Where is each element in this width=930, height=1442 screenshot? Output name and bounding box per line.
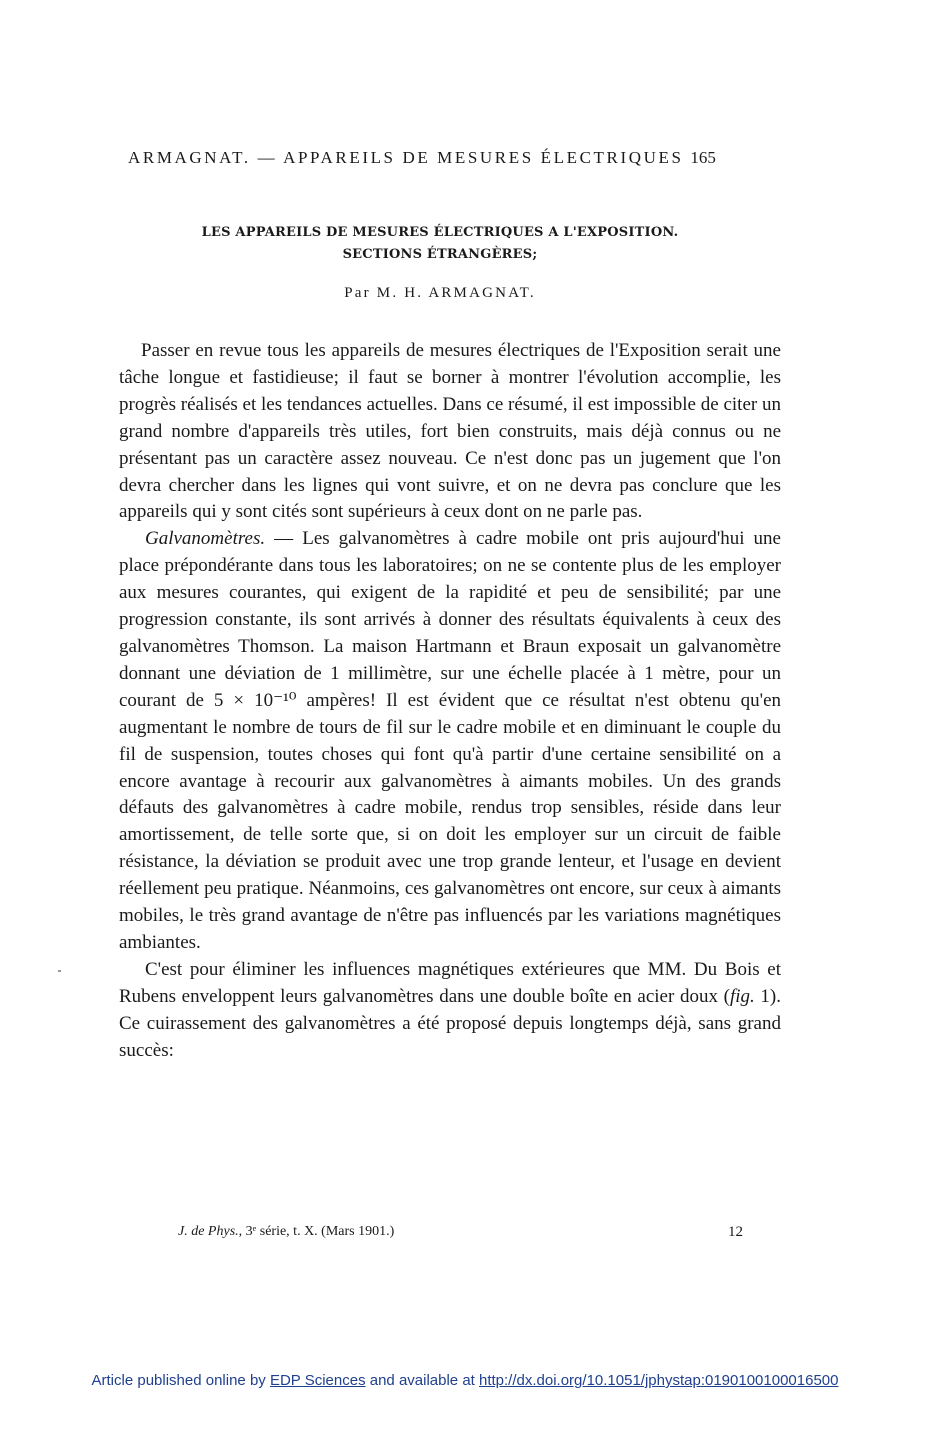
running-head-title: ARMAGNAT. — APPAREILS DE MESURES ÉLECTRIQUES bbox=[128, 148, 684, 167]
running-head bbox=[128, 148, 768, 168]
page-number: 165 bbox=[690, 148, 716, 167]
paragraph-du-bois-rubens bbox=[119, 957, 781, 1065]
author-byline: Par M. H. ARMAGNAT. bbox=[344, 285, 536, 301]
paragraph-text-after: 1). Ce cuirassement des galvanomètres a été proposé depuis longtemps déjà, sans grand succès: bbox=[119, 985, 782, 1061]
journal-name: J. de Phys. bbox=[178, 1224, 239, 1239]
paragraph-text-before: C'est pour éliminer les influences magnétiques extérieures que MM. Du Bois et Rubens enveloppent leurs galvanomètres dans une double boîte en acier doux ( bbox=[119, 958, 781, 1007]
article-title bbox=[120, 222, 760, 266]
journal-volume: , 3ᵉ série, t. X. (Mars 1901.) bbox=[238, 1224, 395, 1239]
paragraph-text: — Les galvanomètres à cadre mobile ont pris aujourd'hui une place prépondérante dans tous les laboratoires; on ne se contente plus de les employer aux mesures courantes, qui exigent de la rapidité et peu de sensibilité; par une progression constante, ils sont arrivés à donner des résultats équivalents à ceux des galvanomètres Thomson. La maison Hartmann et Braun exposait un galvanomètre donnant une déviation de 1 millimètre, sur une échelle placée à 1 mètre, pour un courant de 5 × 10⁻¹⁰ ampères! Il est évident que ce résultat n'est obtenu qu'en augmentant le nombre de tours de fil sur le cadre mobile et en diminuant le couple du fil de suspension, toutes choses qui font qu'à partir d'une certaine sensibilité on a encore avantage à recourir aux galvanomètres à aimants mobiles. Un des grands défauts des galvanomètres à cadre mobile, rendus trop sensibles, réside dans leur amortissement, de telle sorte que, si on doit les employer sur un circuit de faible résistance, la déviation se produit avec une trop grande lenteur, et l'usage en devient réellement peu pratique. Néanmoins, ces galvanomètres ont encore, sur ceux à aimants mobiles, le très grand avantage de n'être pas influencés par les variations magnétiques ambiantes. bbox=[119, 528, 781, 953]
banner-middle: and available at bbox=[365, 1372, 479, 1389]
paragraph-introduction bbox=[119, 338, 781, 526]
article-body bbox=[119, 338, 781, 1064]
article-title-line-2: SECTIONS ÉTRANGÈRES; bbox=[342, 247, 538, 262]
publisher-banner bbox=[0, 1372, 930, 1389]
figure-reference[interactable]: fig. bbox=[729, 985, 755, 1007]
banner-prefix: Article published online by bbox=[91, 1372, 270, 1389]
section-heading: Galvanomètres. bbox=[145, 528, 266, 550]
doi-link[interactable]: http://dx.doi.org/10.1051/jphystap:0190100100016500 bbox=[479, 1372, 839, 1389]
signature-number: 12 bbox=[728, 1224, 743, 1240]
journal-citation bbox=[178, 1224, 394, 1240]
margin-mark bbox=[58, 970, 61, 972]
paragraph-galvanometres bbox=[119, 526, 781, 957]
publisher-link[interactable]: EDP Sciences bbox=[269, 1372, 366, 1389]
paragraph-text: Passer en revue tous les appareils de mesures électriques de l'Exposition serait une tâche longue et fastidieuse; il faut se borner à montrer l'évolution accomplie, les progrès réalisés et les tendances actuelles. Dans ce résumé, il est impossible de citer un grand nombre d'appareils très utiles, fort bien construits, mais déjà connus ou ne présentant pas un caractère assez nouveau. Ce n'est donc pas un jugement que l'on devra chercher dans les lignes qui vont suivre, et on ne devra pas conclure que les appareils qui y sont cités sont supérieurs à ceux dont on ne parle pas. bbox=[119, 340, 781, 523]
article-title-line-1: LES APPAREILS DE MESURES ÉLECTRIQUES A L'EXPOSITION. bbox=[201, 225, 679, 240]
